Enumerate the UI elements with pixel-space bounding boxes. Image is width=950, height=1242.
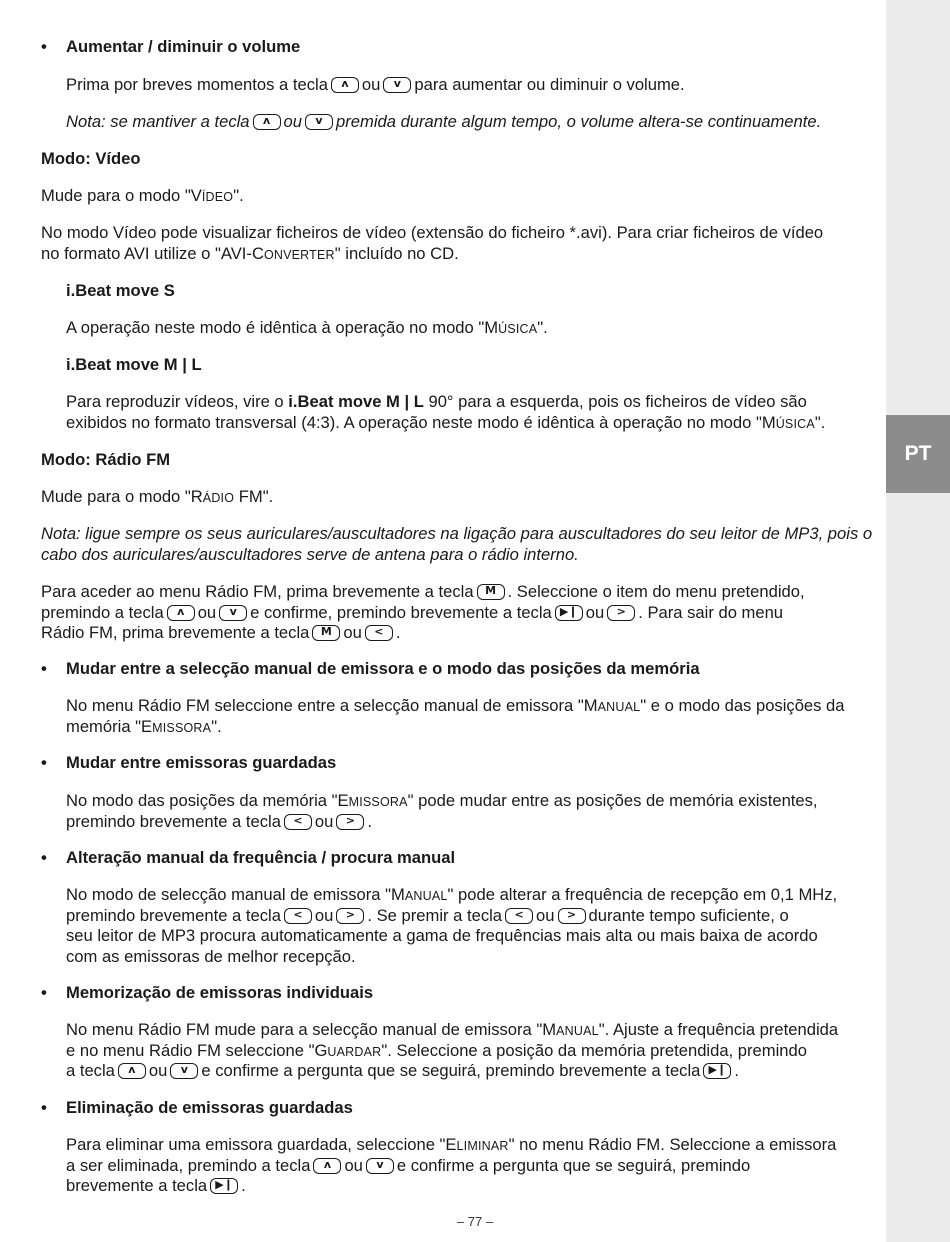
store-stations-text-2: e no menu Rádio FM seleccione "GUARDAR". Seleccione a posição da memória pretendida, premindo: [66, 1040, 807, 1060]
delete-stations-heading: • Eliminação de emissoras guardadas: [66, 1098, 353, 1119]
radio-menu-text-2: premindo a tecla ʌ ou v e confirme, premindo brevemente a tecla ▶❙ ou > . Para sair do menu: [41, 602, 784, 622]
radio-note-2: cabo dos auriculares/auscultadores serve de antena para o rádio interno.: [41, 544, 579, 564]
down-key-icon: v: [305, 114, 333, 130]
store-stations-heading: • Memorização de emissoras individuais: [66, 983, 373, 1004]
volume-note: Nota: se mantiver a tecla ʌ ou v premida durante algum tempo, o volume altera-se continuamente.: [66, 112, 822, 131]
right-key-icon: >: [336, 814, 364, 830]
radio-menu-text-3: Rádio FM, prima brevemente a tecla M ou < .: [41, 623, 401, 642]
down-key-icon: v: [219, 605, 247, 621]
saved-stations-text-2: premindo brevemente a tecla < ou > .: [66, 811, 373, 831]
store-stations-text-3: a tecla ʌ ou v e confirme a pergunta que se seguirá, premindo brevemente a tecla ▶❙ .: [66, 1061, 740, 1080]
language-tab: PT: [886, 415, 950, 493]
left-key-icon: <: [505, 908, 533, 924]
radio-mode-heading: Modo: Rádio FM: [41, 450, 171, 469]
manual-tuning-text-3: seu leitor de MP3 procura automaticamente a gama de frequências mais alta ou mais baixa de acordo: [66, 926, 818, 945]
saved-stations-text-1: No modo das posições da memória "EMISSORA" pode mudar entre as posições de memória existentes,: [66, 791, 818, 810]
manual-preset-switch-text-1: No menu Rádio FM seleccione entre a selecção manual de emissora "MANUAL" e o modo das posições da: [66, 696, 845, 715]
play-pause-key-icon: ▶❙: [210, 1178, 238, 1194]
saved-stations-heading: • Mudar entre emissoras guardadas: [66, 753, 336, 774]
manual-preset-switch-text-2: memória "EMISSORA".: [66, 716, 222, 736]
down-key-icon: v: [170, 1063, 198, 1079]
delete-stations-text-1: Para eliminar uma emissora guardada, seleccione "ELIMINAR" no menu Rádio FM. Seleccione a emissora: [66, 1135, 837, 1154]
video-mode-switch-text: Mude para o modo "VÍDEO".: [41, 186, 244, 205]
video-mode-text-1: No modo Vídeo pode visualizar ficheiros de vídeo (extensão do ficheiro *.avi). Para criar ficheiros de vídeo: [41, 223, 824, 242]
left-key-icon: <: [365, 625, 393, 641]
play-pause-key-icon: ▶❙: [703, 1063, 731, 1079]
up-key-icon: ʌ: [167, 605, 195, 621]
page-number: – 77 –: [456, 1214, 494, 1229]
radio-menu-text-1: Para aceder ao menu Rádio FM, prima brevemente a tecla M . Seleccione o item do menu pretendido,: [41, 582, 805, 601]
up-key-icon: ʌ: [313, 1158, 341, 1174]
volume-text: Prima por breves momentos a tecla ʌ ou v para aumentar ou diminuir o volume.: [66, 75, 685, 94]
delete-stations-text-2: a ser eliminada, premindo a tecla ʌ ou v e confirme a pergunta que se seguirá, premindo: [66, 1155, 751, 1175]
ibeat-move-s-text: A operação neste modo é idêntica à operação no modo "MÚSICA".: [66, 318, 548, 337]
store-stations-text-1: No menu Rádio FM mude para a selecção manual de emissora "MANUAL". Ajuste a frequência pretendida: [66, 1020, 839, 1039]
right-key-icon: >: [607, 605, 635, 621]
manual-tuning-text-4: com as emissoras de melhor recepção.: [66, 946, 356, 966]
up-key-icon: ʌ: [331, 77, 359, 93]
right-key-icon: >: [558, 908, 586, 924]
left-key-icon: <: [284, 908, 312, 924]
menu-key-icon: M: [312, 625, 340, 641]
manual-tuning-text-2: premindo brevemente a tecla < ou > . Se premir a tecla < ou > durante tempo suficiente, o: [66, 905, 789, 925]
right-key-icon: >: [336, 908, 364, 924]
down-key-icon: v: [366, 1158, 394, 1174]
radio-note-1: Nota: ligue sempre os seus auriculares/auscultadores na ligação para auscultadores do seu leitor de MP3, pois o: [41, 524, 873, 543]
ibeat-move-ml-text-2: exibidos no formato transversal (4:3). A operação neste modo é idêntica à operação no modo "MÚSICA".: [66, 412, 826, 432]
delete-stations-text-3: brevemente a tecla ▶❙ .: [66, 1176, 246, 1195]
manual-preset-switch-heading: • Mudar entre a selecção manual de emissora e o modo das posições da memória: [66, 659, 700, 680]
up-key-icon: ʌ: [118, 1063, 146, 1079]
menu-key-icon: M: [477, 584, 505, 600]
radio-mode-switch-text: Mude para o modo "RÁDIO FM".: [41, 487, 274, 506]
ibeat-move-ml-text-1: Para reproduzir vídeos, vire o i.Beat move M | L 90° para a esquerda, pois os ficheiros de vídeo são: [66, 392, 807, 411]
ibeat-move-s-heading: i.Beat move S: [66, 281, 175, 300]
page-sidebar: [886, 0, 950, 1242]
volume-heading: • Aumentar / diminuir o volume: [66, 37, 300, 58]
down-key-icon: v: [383, 77, 411, 93]
up-key-icon: ʌ: [253, 114, 281, 130]
manual-tuning-text-1: No modo de selecção manual de emissora "MANUAL" pode alterar a frequência de recepção em 0,1 MHz,: [66, 885, 838, 904]
manual-tuning-heading: • Alteração manual da frequência / procura manual: [66, 848, 455, 869]
ibeat-move-ml-heading: i.Beat move M | L: [66, 355, 202, 374]
play-pause-key-icon: ▶❙: [555, 605, 583, 621]
video-mode-text-2: no formato AVI utilize o "AVI-CONVERTER" incluído no CD.: [41, 243, 459, 263]
video-mode-heading: Modo: Vídeo: [41, 149, 141, 168]
left-key-icon: <: [284, 814, 312, 830]
